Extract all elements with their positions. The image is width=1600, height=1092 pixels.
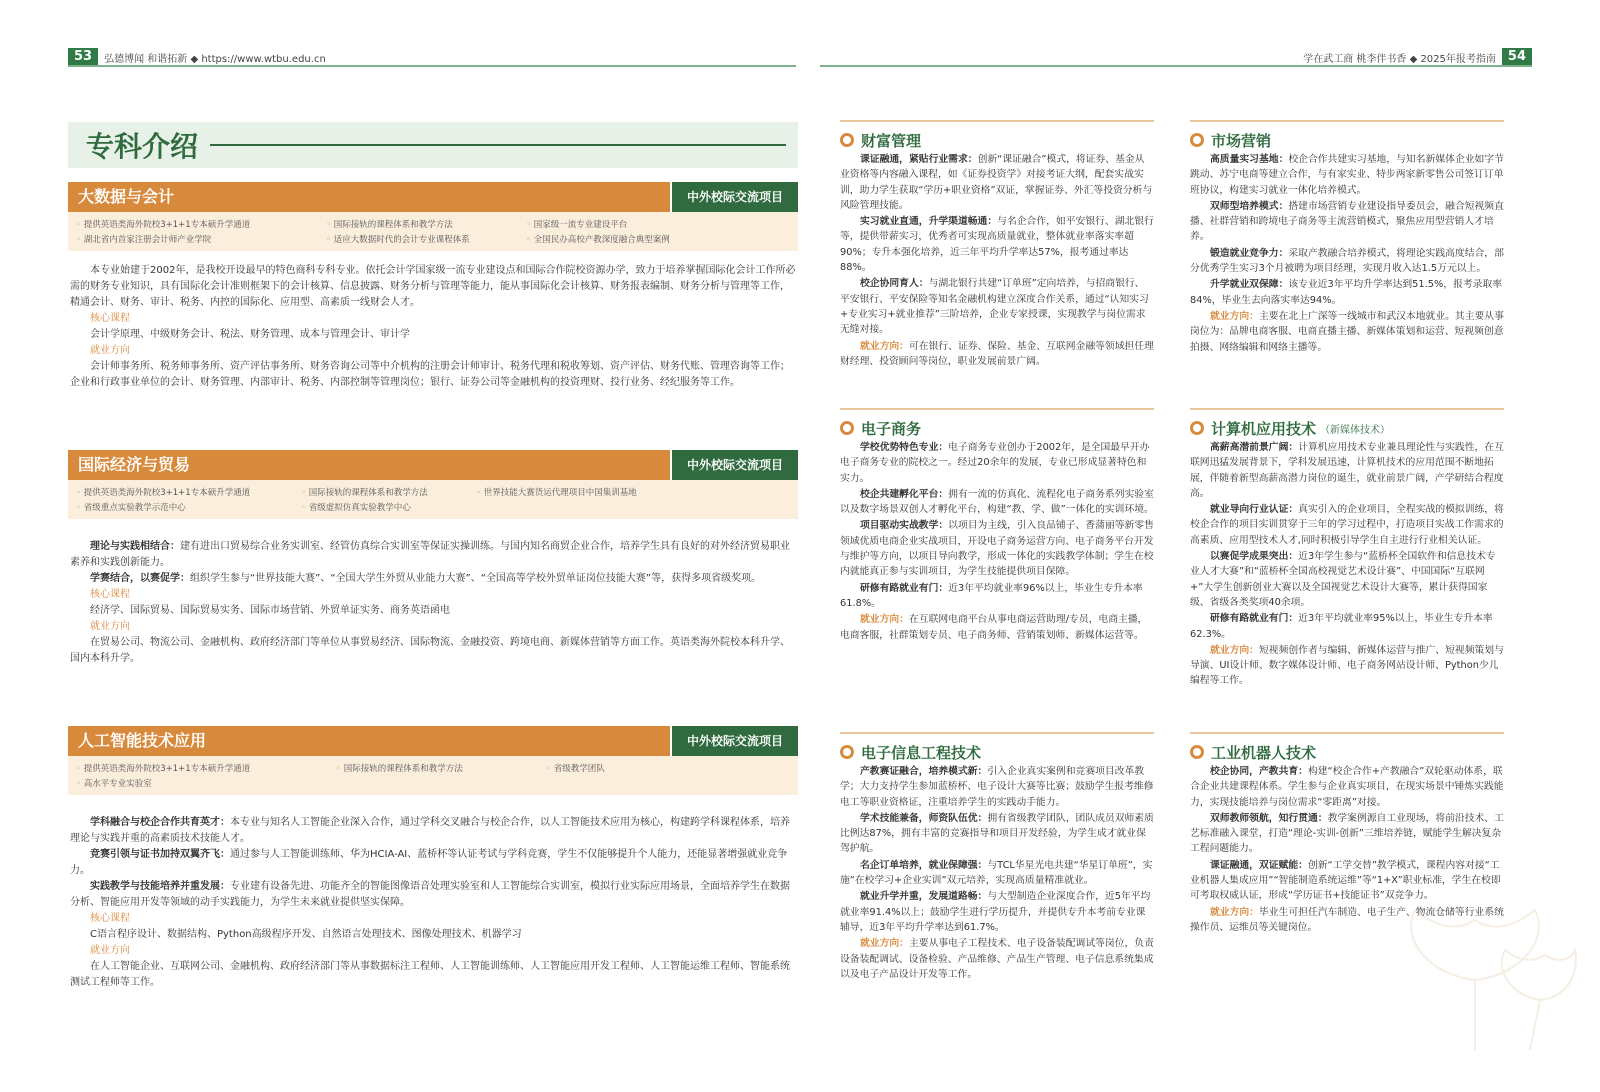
section-rule: [1190, 732, 1504, 734]
feature-item: ◦ 适应大数据时代的会计专业课程体系: [326, 233, 526, 245]
paragraph: [840, 487, 1154, 518]
paragraph-lead: 校企协同，产教共育：: [1210, 766, 1308, 777]
paragraph-text: 真实引入的企业项目，全程实战的模拟训练，将校企合作的项目实训贯穿于三年的学习过程中，打造项目实战工作需求的高素质、应用型技术人才,同时积极引导学生自主进行行业相关认证。: [1190, 504, 1504, 546]
career-text: 毕业生可担任汽车制造、电子生产、物流仓储等行业系统操作员、运维员等关键岗位。: [1190, 906, 1504, 933]
paragraph-lead: 课证融通，双证赋能：: [1210, 859, 1308, 871]
paragraph-text: 引入企业真实案例和竞赛项目改革教学；大力支持学生参加蓝桥杯、电子设计大赛等比赛；鼓励学生报考维修电工等职业资格证，注重培养学生的实践动手能力。: [840, 766, 1154, 808]
paragraph-lead: 双师教师领航，知行贯通：: [1210, 812, 1328, 824]
paragraph-lead: 课证融通，紧贴行业需求：: [860, 154, 978, 165]
feature-item: ◦ 国际接轨的课程体系和教学方法: [301, 486, 476, 498]
feature-item: ◦ 全国民办高校产教深度融合典型案例: [526, 233, 776, 245]
paragraph-text: 近3年平均就业率95%以上，毕业生专升本率62.3%。: [1190, 613, 1493, 640]
paragraph-lead: 研修有路就业有门：: [1210, 613, 1299, 625]
paragraph-text: 采取产教融合培养模式，将理论实践高度结合，部分优秀学生实习3个月被聘为项目经理，实现月收入达1.5万元以上。: [1190, 247, 1504, 275]
career-label: 就业方向：: [860, 614, 909, 626]
paragraph-text: 专业建有设备先进、功能齐全的智能图像语音处理实验室和人工智能综合实训室，模拟行业实际应用场景，全面培养学生在数据分析、智能应用开发等领域的动手实践能力，为学生未来就业提供坚实保障。: [70, 881, 790, 908]
paragraph-lead: 升学就业双保障：: [1210, 279, 1289, 291]
paragraph-lead: 名企订单培养，就业保障强：: [860, 859, 988, 871]
feature-item: ◦ 国际接轨的课程体系和教学方法: [336, 762, 546, 774]
paragraph-text: 近3年平均就业率96%以上，毕业生专升本率61.8%。: [840, 582, 1143, 609]
paragraph: [1190, 858, 1504, 904]
paragraph-text: 该专业近3年平均升学率达到51.5%，报考录取率84%，毕业生去向落实率达94%。: [1190, 279, 1503, 306]
ginkgo-leaf-decoration-icon: [1370, 900, 1580, 1050]
title-rule: [210, 144, 786, 146]
career-paragraph: [840, 936, 1154, 982]
paragraph-text: 与湖北银行共建“订单班”定向培养，与招商银行、平安银行、平安保险等知名金融机构建立深度合作关系，通过“认知实习+专业实习+就业推荐”三阶培养，企业专家授课，实现教学与岗位需求无缝对接。: [840, 278, 1149, 336]
career-label: 就业方向：: [860, 340, 909, 352]
paragraph-lead: 实习就业直通，升学渠道畅通：: [860, 216, 998, 228]
feature-item: ◦ 世界技能大赛货运代理项目中国集训基地: [476, 486, 776, 498]
section-rule: [840, 120, 1154, 122]
major-electronic-info-engineering: [840, 732, 1154, 983]
page-title: 专科介绍: [86, 130, 199, 163]
feature-item: ◦ 提供英语类海外院校3+1+1专本硕升学通道: [76, 218, 326, 230]
paragraph: [70, 539, 796, 571]
paragraph: [70, 815, 796, 847]
paragraph: [1190, 549, 1504, 610]
feature-item: ◦ 提供英语类海外院校3+1+1专本硕升学通道: [76, 486, 301, 498]
circle-bullet-icon: [840, 421, 854, 435]
paragraph: [840, 811, 1154, 857]
paragraph-lead: 双师型培养模式：: [1210, 200, 1289, 212]
career-paragraph: [840, 612, 1154, 643]
core-courses: C语言程序设计、数据结构、Python高级程序开发、自然语言处理技术、图像处理技术、机器学习: [90, 929, 522, 940]
section-badge: 中外校际交流项目: [672, 182, 798, 212]
paragraph: [1190, 199, 1504, 245]
paragraph-text: 近3年学生参与“蓝桥杯全国软件和信息技术专业人才大赛”和“蓝桥杯全国高校视觉艺术设计赛”、中国国际“互联网+”大学生创新创业大赛以及全国视觉艺术设计大赛等，累计获得国家级、省级各类奖项40余项。: [1190, 551, 1496, 608]
paragraph: [1190, 502, 1504, 548]
circle-bullet-icon: [1190, 133, 1204, 147]
paragraph: [840, 764, 1154, 810]
major-title: 财富管理: [861, 131, 922, 150]
section-title: 国际经济与贸易: [68, 450, 670, 480]
paragraph-text: 以项目为主线，引入良品铺子、香蒲丽等新零售领域优质电商企业实战项目，开设电子商务运营方向、电子商务平台开发与维护等方向，以项目导向教学，形成一体化的实践教学体制；学生在校内就能真正参与实训项目，为学生技能提供项目保障。: [840, 520, 1154, 578]
core-course-label: 核心课程: [90, 913, 130, 924]
paragraph-lead: 学术技能兼备，师资队伍优：: [860, 812, 988, 824]
career-text: 会计师事务所、税务师事务所、资产评估事务所、财务咨询公司等中介机构的注册会计师审计、税务代理和税收筹划、资产评估、财务代账、管理咨询等工作；企业和行政事业单位的会计、财务管理、内部审计、税务、内部控制等管理岗位；银行、证券公司等金融机构的投资理财、投行业务、经纪服务等工作。: [70, 361, 790, 388]
paragraph-lead: 校企共建孵化平台：: [860, 488, 949, 500]
feature-item: ◦ 提供英语类海外院校3+1+1专本硕升学通道: [76, 762, 336, 774]
section-international-trade: [68, 450, 798, 667]
paragraph: [1190, 811, 1504, 857]
career-label: 就业方向：: [860, 938, 909, 950]
career-paragraph: [1190, 309, 1504, 355]
paragraph: [840, 276, 1154, 337]
paragraph-lead: 研修有路就业有门：: [860, 582, 949, 594]
paragraph-text: 计算机应用技术专业兼具理论性与实践性，在互联网迅猛发展背景下，学科发展迅速，计算机技术的应用范围不断地拓展，伴随着新型高薪高潜力岗位的诞生，就业前景广阔，产学研结合程度高。: [1190, 442, 1504, 499]
career-text: 主要从事电子工程技术、电子设备装配调试等岗位，负责设备装配调试、设备检验、产品维修、产品生产管理、电子信息系统集成以及电子产品设计开发等工作。: [840, 938, 1154, 980]
page-number-right: 54: [1502, 48, 1532, 66]
paragraph-text: 组织学生参与“世界技能大赛”、“全国大学生外贸从业能力大赛”、“全国高等学校外贸单证岗位技能大赛”等，获得多项省级奖项。: [190, 573, 762, 584]
section-title: 人工智能技术应用: [68, 726, 670, 756]
paragraph-lead: 实践教学与技能培养并重发展：: [90, 881, 230, 892]
header-divider-left: [68, 65, 796, 67]
paragraph-text: 电子商务专业创办于2002年，是全国最早开办电子商务专业的院校之一。经过20余年的发展，专业已形成显著特色和实力。: [840, 442, 1150, 484]
paragraph-text: 创新“工学交替”教学模式，课程内容对接“工业机器人集成应用”“智能制造系统运维”等“1+X”职业标准，学生在校即可考取权威认证，形成“学历证书+技能证书”双竞争力。: [1190, 859, 1501, 902]
paragraph-text: 与名企合作，如平安银行、湖北银行等，提供带薪实习，优秀者可实现高质量就业，整体就业率落实率超90%；专升本强化培养，近三年平均升学率达57%，报考通过率达88%。: [840, 216, 1154, 274]
feature-item: ◦ 湖北省内首家注册会计师产业学院: [76, 233, 326, 245]
paragraph-lead: 就业升学并重，发展道路畅：: [860, 891, 988, 903]
header-right: [1303, 48, 1532, 66]
paragraph-text: 搭建市场营销专业建设指导委员会，融合短视频直播、社群营销和跨境电子商务等主流营销模式，聚焦应用型营销人才培养。: [1190, 200, 1504, 243]
feature-item: ◦ 省级教学团队: [546, 762, 776, 774]
paragraph-text: 建有进出口贸易综合业务实训室、经管仿真综合实训室等保证实操训练。与国内知名商贸企业合作，培养学生具有良好的对外经济贸易职业素养和实践创新能力。: [70, 541, 790, 568]
paragraph: [70, 571, 796, 587]
paragraph: [840, 518, 1154, 579]
feature-item: ◦ 国际接轨的课程体系和教学方法: [326, 218, 526, 230]
circle-bullet-icon: [1190, 421, 1204, 435]
paragraph: [840, 214, 1154, 275]
circle-bullet-icon: [840, 133, 854, 147]
paragraph-lead: 学校优势特色专业：: [860, 442, 949, 453]
circle-bullet-icon: [1190, 745, 1204, 759]
paragraph-lead: 产教赛证融合，培养模式新：: [860, 766, 988, 777]
career-label: 就业方向：: [1210, 310, 1259, 322]
paragraph: [1190, 611, 1504, 642]
major-title: 电子商务: [861, 419, 922, 438]
paragraph: [840, 152, 1154, 213]
feature-list: [68, 212, 798, 251]
paragraph-text: 与大型制造企业深度合作，近5年平均就业率91.4%以上；鼓励学生进行学历提升，并提供专升本考前专业课辅导，近3年平均升学率达到61.7%。: [840, 891, 1151, 933]
section-badge: 中外校际交流项目: [672, 450, 798, 480]
paragraph-lead: 以赛促学成果突出：: [1210, 551, 1299, 563]
core-course-label: 核心课程: [90, 313, 130, 324]
paragraph-lead: 项目驱动实战教学：: [860, 520, 949, 532]
career-text: 短视频创作者与编辑、新媒体运营与推广、短视频策划与导演、UI设计师、数字媒体设计师、电子商务网站设计师、Python少儿编程等工作。: [1190, 644, 1504, 687]
paragraph-text: 构建“校企合作+产教融合”双轮驱动体系，联合企业共建课程体系。学生参与企业真实项目，在现实场景中锤炼实践能力，实现技能培养与岗位需求“零距离”对接。: [1190, 766, 1504, 808]
paragraph-text: 与TCL华星光电共建“华星订单班”，实施“在校学习+企业实训”双元培养，实现高质量精准就业。: [840, 859, 1153, 887]
paragraph-text: 校企合作共建实习基地，与知名新媒体企业如字节跳动、苏宁电商等建立合作，与有家实业、特步两家新零售公司签订订单班协议，构建实习就业一体化培养模式。: [1190, 154, 1504, 196]
career-text: 在贸易公司、物流公司、金融机构、政府经济部门等单位从事贸易经济、国际物流、金融投资、跨境电商、新媒体营销等方面工作。英语类海外院校本科升学、国内本科升学。: [70, 637, 790, 664]
paragraph: [840, 858, 1154, 889]
feature-item: ◦ 省级虚拟仿真实验教学中心: [301, 501, 476, 513]
major-subtitle: （新媒体技术）: [1320, 424, 1391, 436]
paragraph: [840, 889, 1154, 935]
section-badge: 中外校际交流项目: [672, 726, 798, 756]
major-title: 工业机器人技术: [1211, 743, 1317, 762]
section-title: 大数据与会计: [68, 182, 670, 212]
paragraph-lead: 高质量实习基地：: [1210, 154, 1289, 165]
paragraph-text: 拥有省级教学团队，团队成员双师素质比例达87%，拥有丰富的竞赛指导和项目开发经验，为学生成才就业保驾护航。: [840, 812, 1154, 855]
paragraph: [1190, 277, 1504, 308]
major-marketing: [1190, 120, 1504, 356]
career-label: 就业方向: [90, 345, 130, 356]
major-computer-application: [1190, 408, 1504, 690]
section-rule: [840, 732, 1154, 734]
section-ai-technology: [68, 726, 798, 991]
feature-item: ◦ 省级重点实验教学示范中心: [76, 501, 301, 513]
section-rule: [1190, 120, 1504, 122]
career-text: 在人工智能企业、互联网公司、金融机构、政府经济部门等从事数据标注工程师、人工智能训练师、人工智能应用开发工程师、人工智能运维工程师、智能系统测试工程师等工作。: [70, 961, 790, 988]
career-text: 可在银行、证券、保险、基金、互联网金融等领域担任理财经理、投资顾问等岗位，职业发展前景广阔。: [840, 340, 1154, 367]
feature-item: ◦ 高水平专业实验室: [76, 777, 336, 789]
major-title: 电子信息工程技术: [861, 743, 982, 762]
paragraph-lead: 学赛结合，以赛促学：: [90, 573, 190, 584]
paragraph: [840, 440, 1154, 486]
career-text: 主要在北上广深等一线城市和武汉本地就业。其主要从事岗位为：品牌电商客服、电商直播主播、新媒体策划和运营、短视频创意拍摄、网络编辑和网络主播等。: [1190, 310, 1504, 353]
paragraph-text: 本专业与知名人工智能企业深入合作，通过学科交叉融合与校企合作，以人工智能技术应用为核心，构建跨学科课程体系，培养理论与实践并重的高素质技术技能人才。: [70, 817, 790, 844]
paragraph-lead: 理论与实践相结合：: [90, 541, 180, 552]
paragraph-lead: 校企协同育人：: [860, 278, 929, 290]
career-label: 就业方向：: [1210, 644, 1259, 656]
career-label: 就业方向: [90, 621, 130, 632]
paragraph-lead: 竞赛引领与证书加持双翼齐飞：: [90, 849, 230, 860]
paragraph: [1190, 152, 1504, 198]
paragraph-lead: 学科融合与校企合作共育英才：: [90, 817, 230, 828]
paragraph: [70, 879, 796, 911]
header-divider-right: [820, 65, 1532, 67]
section-rule: [840, 408, 1154, 410]
core-course-label: 核心课程: [90, 589, 130, 600]
paragraph: [1190, 246, 1504, 277]
major-e-commerce: [840, 408, 1154, 644]
career-label: 就业方向: [90, 945, 130, 956]
paragraph-lead: 锻造就业竞争力：: [1210, 247, 1289, 259]
paragraph-text: 教学案例源自工业现场，将前沿技术、工艺标准融入课堂，打造“理论-实训-创新”三维培养链，赋能学生解决复杂工程问题能力。: [1190, 812, 1504, 855]
circle-bullet-icon: [840, 745, 854, 759]
paragraph: [840, 581, 1154, 612]
paragraph-text: 通过参与人工智能训练师、华为HCIA-AI、蓝桥杯等认证考试与学科竞赛，学生不仅能够提升个人能力，还能显著增强就业竞争力。: [70, 849, 788, 876]
major-title: 计算机应用技术: [1211, 419, 1317, 438]
section-rule: [1190, 408, 1504, 410]
core-courses: 会计学原理、中级财务会计、税法、财务管理、成本与管理会计、审计学: [90, 329, 410, 340]
paragraph: [1190, 764, 1504, 810]
paragraph-text: 创新“课证融合”模式，将证券、基金从业资格等内容融入课程，如《证券投资学》对接考证大纲，配套实战实训，助力学生获取“学历+职业资格”双证，掌握证券、外汇等投资分析与风险管理技能。: [840, 154, 1153, 211]
career-paragraph: [1190, 643, 1504, 689]
feature-list: [68, 756, 798, 795]
core-courses: 经济学、国际贸易、国际贸易实务、国际市场营销、外贸单证实务、商务英语函电: [90, 605, 450, 616]
feature-item: ◦ 国家级一流专业建设平台: [526, 218, 776, 230]
paragraph-text: 拥有一流的仿真化、流程化电子商务系列实验室以及数字场景双创人才孵化平台，构建“教、学、做”一体化的实训环境。: [840, 488, 1154, 516]
career-label: 就业方向：: [1210, 906, 1259, 918]
paragraph-lead: 就业导向行业认证：: [1210, 504, 1299, 516]
page-title-banner: [68, 122, 798, 168]
major-wealth-management: [840, 120, 1154, 370]
header-left: [68, 48, 326, 66]
career-paragraph: [840, 339, 1154, 370]
header-right-text: 学在武工商 桃李伴书香 ◆ 2025年报考指南: [1303, 53, 1496, 65]
page-number-left: 53: [68, 48, 98, 66]
section-big-data-accounting: [68, 182, 798, 391]
feature-list: [68, 480, 798, 519]
header-left-text: 弘德博闻 和谐拓新 ◆ https://www.wtbu.edu.cn: [104, 53, 326, 65]
paragraph-lead: 高薪高潜前景广阔：: [1210, 442, 1299, 453]
section-intro: 本专业始建于2002年，是我校开设最早的特色商科专科专业。依托会计学国家级一流专业建设点和国际合作院校资源办学，致力于培养掌握国际化会计工作所必需的财务专业知识，具有国际化会计准则框架下的会计核算、信息披露、财务分析与管理等能力，能从事国际化会计核算、财务报表编制、财务分析与管理等工作，精通会计、财务、审计、税务、内控的国际化、应用型、高素质一线财会人才。: [70, 265, 796, 308]
career-text: 在互联网电商平台从事电商运营助理/专员，电商主播，电商客服，社群策划专员、电子商务师、营销策划师、新媒体运营等。: [840, 614, 1148, 641]
paragraph: [70, 847, 796, 879]
major-title: 市场营销: [1211, 131, 1272, 150]
paragraph: [1190, 440, 1504, 501]
